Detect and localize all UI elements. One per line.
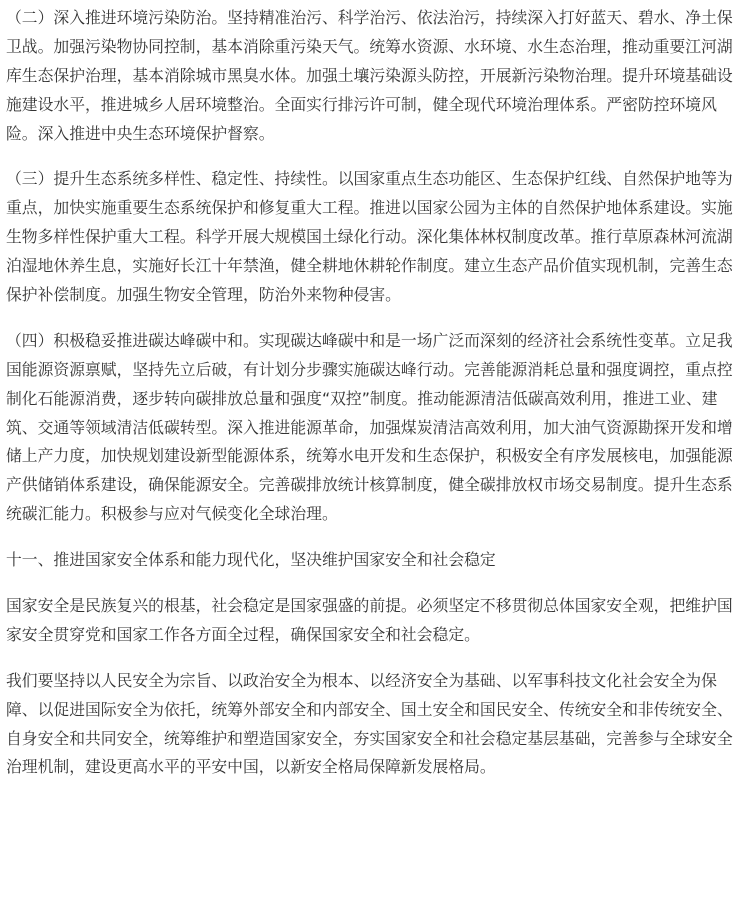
text-line: 生物多样性保护重大工程。科学开展大规模国土绿化行动。深化集体林权制度改革。推行草原森林河流湖 <box>6 227 733 247</box>
text-line: （三）提升生态系统多样性、稳定性、持续性。以国家重点生态功能区、生态保护红线、自然保护地等为 <box>6 169 733 189</box>
text-line: 泊湿地休养生息，实施好长江十年禁渔，健全耕地休耕轮作制度。建立生态产品价值实现机制，完善生态 <box>6 256 733 276</box>
text-line: 施建设水平，推进城乡人居环境整治。全面实行排污许可制，健全现代环境治理体系。严密防控环境风 <box>6 94 717 114</box>
paragraph-environmental-pollution <box>6 4 747 148</box>
text-line: 国能源资源禀赋，坚持先立后破，有计划分步骤实施碳达峰行动。完善能源消耗总量和强度调控，重点控 <box>6 359 733 379</box>
paragraph-gap <box>6 650 747 667</box>
text-line: 库生态保护治理，基本消除城市黑臭水体。加强土壤污染源头防控，开展新污染物治理。提升环境基础设 <box>6 65 733 85</box>
text-line: 统碳汇能力。积极参与应对气候变化全球治理。 <box>6 504 338 524</box>
text-line: 卫战。加强污染物协同控制，基本消除重污染天气。统筹水资源、水环境、水生态治理，推动重要江河湖 <box>6 36 733 56</box>
paragraph-gap <box>6 529 747 546</box>
text-line: 保护补偿制度。加强生物安全管理，防治外来物种侵害。 <box>6 285 401 305</box>
paragraph-security-foundation <box>6 592 747 650</box>
text-line: 自身安全和共同安全，统筹维护和塑造国家安全，夯实国家安全和社会稳定基层基础，完善参与全球安全 <box>6 728 733 748</box>
text-line: 我们要坚持以人民安全为宗旨、以政治安全为根本、以经济安全为基础、以军事科技文化社会安全为保 <box>6 670 717 690</box>
text-line: 家安全贯穿党和国家工作各方面全过程，确保国家安全和社会稳定。 <box>6 624 480 644</box>
text-line: 障、以促进国际安全为依托，统筹外部安全和内部安全、国土安全和国民安全、传统安全和非传统安全、 <box>6 699 733 719</box>
text-line: （四）积极稳妥推进碳达峰碳中和。实现碳达峰碳中和是一场广泛而深刻的经济社会系统性变革。立足我 <box>6 330 733 350</box>
text-line: 制化石能源消费，逐步转向碳排放总量和强度“双控”制度。推动能源清洁低碳高效利用，推进工业、建 <box>6 388 718 408</box>
paragraph-ecosystem-diversity <box>6 165 747 309</box>
text-line: 险。深入推进中央生态环境保护督察。 <box>6 123 275 143</box>
section-heading-text: 十一、推进国家安全体系和能力现代化，坚决维护国家安全和社会稳定 <box>6 550 496 570</box>
paragraph-security-principles <box>6 667 747 783</box>
text-line: 筑、交通等领域清洁低碳转型。深入推进能源革命，加强煤炭清洁高效利用，加大油气资源勘探开发和增 <box>6 417 733 437</box>
paragraph-carbon-peak <box>6 327 747 529</box>
text-line: 重点，加快实施重要生态系统保护和修复重大工程。推进以国家公园为主体的自然保护地体系建设。实施 <box>6 198 733 218</box>
text-line: 产供储销体系建设，确保能源安全。完善碳排放统计核算制度，健全碳排放权市场交易制度。提升生态系 <box>6 475 733 495</box>
text-line: 治理机制，建设更高水平的平安中国，以新安全格局保障新发展格局。 <box>6 757 496 777</box>
text-line: （二）深入推进环境污染防治。坚持精准治污、科学治污、依法治污，持续深入打好蓝天、碧水、净土保 <box>6 8 733 27</box>
section-heading-national-security <box>6 546 747 575</box>
text-line: 储上产力度，加快规划建设新型能源体系，统筹水电开发和生态保护，积极安全有序发展核电，加强能源 <box>6 446 733 466</box>
paragraph-gap <box>6 575 747 592</box>
text-line: 国家安全是民族复兴的根基，社会稳定是国家强盛的前提。必须坚定不移贯彻总体国家安全观，把维护国 <box>6 596 733 616</box>
paragraph-gap <box>6 148 747 165</box>
paragraph-gap <box>6 310 747 327</box>
